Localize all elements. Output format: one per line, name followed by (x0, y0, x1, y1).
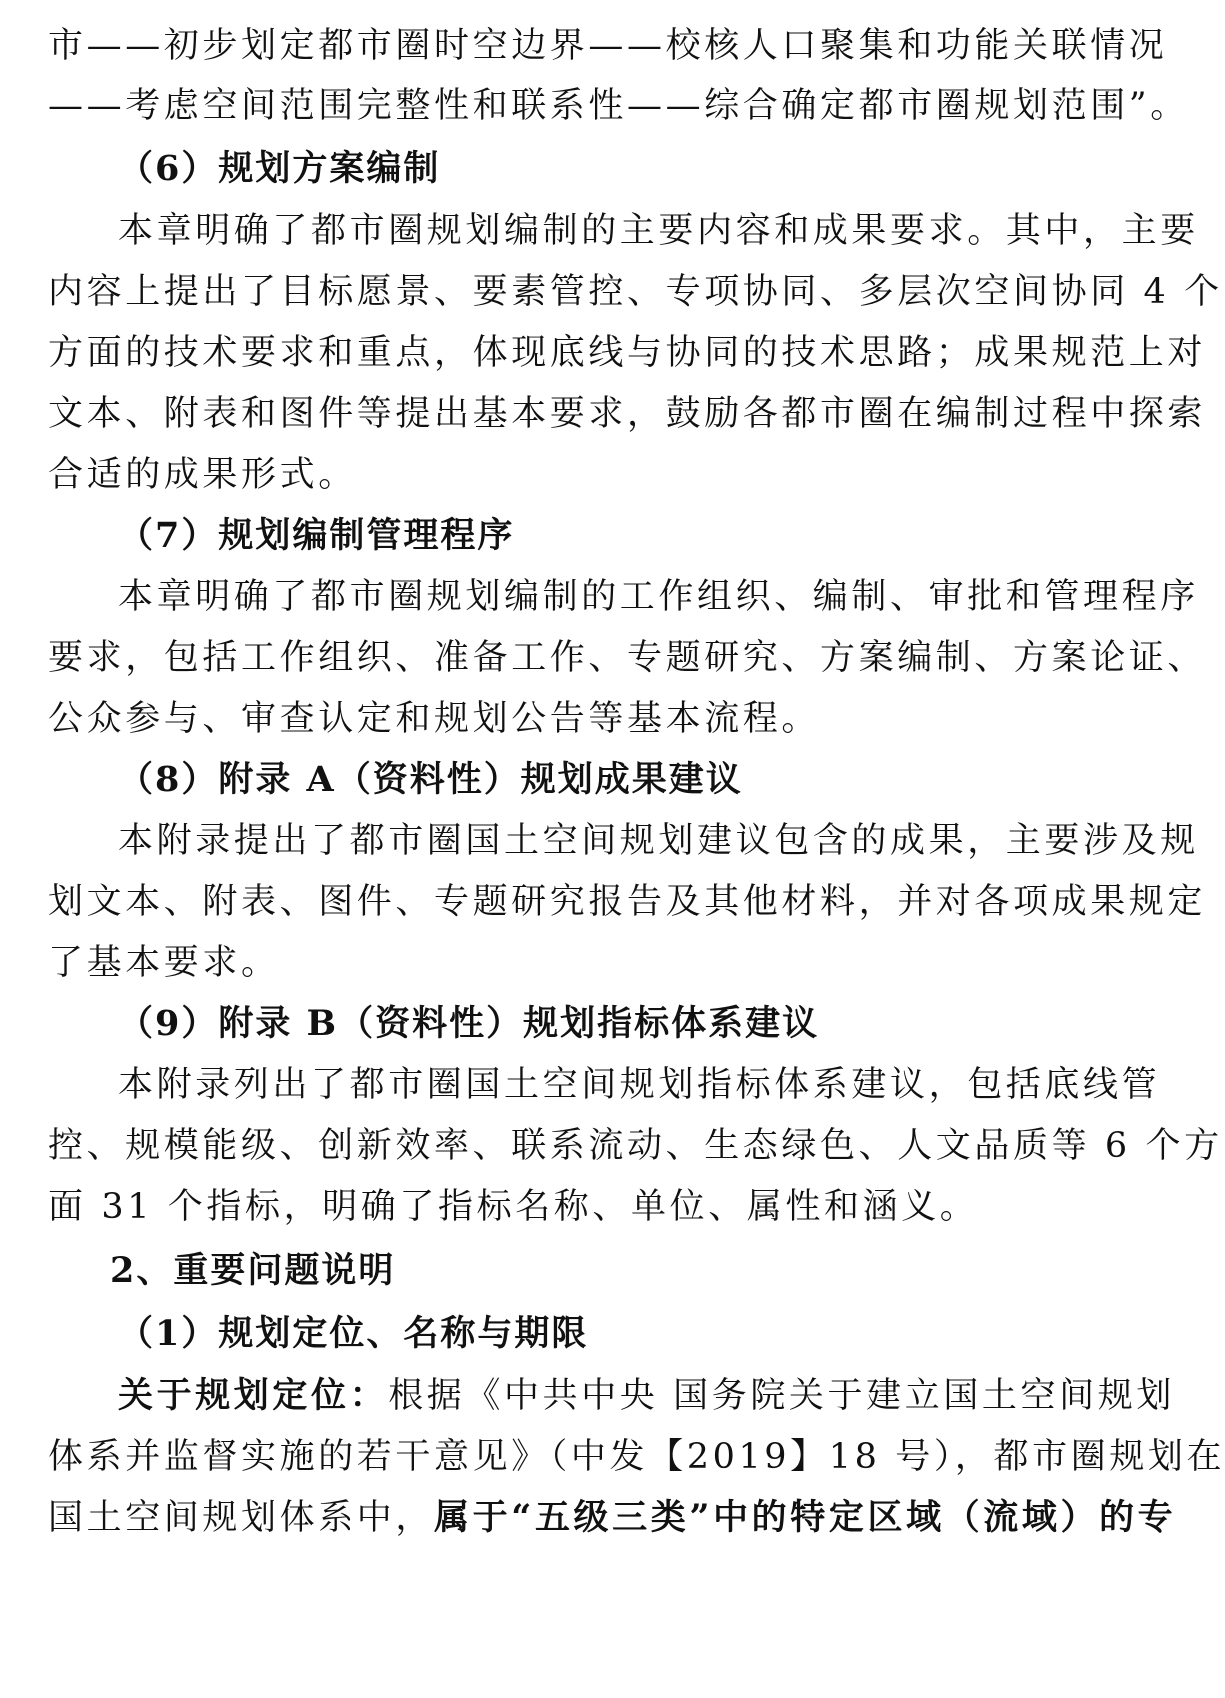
paragraph-line: 本附录列出了都市圈国土空间规划指标体系建议，包括底线管 (118, 1065, 1161, 1105)
paragraph-line: 要求，包括工作组织、准备工作、专题研究、方案编制、方案论证、 (48, 638, 1207, 678)
paragraph-line: ——考虑空间范围完整性和联系性——综合确定都市圈规划范围”。 (48, 86, 1189, 126)
paragraph-line: 本章明确了都市圈规划编制的工作组织、编制、审批和管理程序 (118, 577, 1199, 617)
section-heading-8: （8）附录 A（资料性）规划成果建议 (118, 759, 743, 800)
paragraph-line: 划文本、附表、图件、专题研究报告及其他材料，并对各项成果规定 (48, 882, 1207, 922)
section-heading-6: （6）规划方案编制 (118, 148, 441, 189)
paragraph-line: 了基本要求。 (48, 943, 280, 983)
subsection-heading-1: （1）规划定位、名称与期限 (118, 1313, 589, 1354)
text-run: 国土空间规划体系中， (48, 1498, 435, 1538)
text-run: 根据《中共中央 国务院关于建立国土空间规划 (388, 1376, 1175, 1416)
paragraph-line: 文本、附表和图件等提出基本要求，鼓励各都市圈在编制过程中探索 (48, 394, 1207, 434)
paragraph-line: 本附录提出了都市圈国土空间规划建议包含的成果，主要涉及规 (118, 821, 1199, 861)
paragraph-line: 内容上提出了目标愿景、要素管控、专项协同、多层次空间协同 4 个 (48, 272, 1223, 312)
paragraph-line: 体系并监督实施的若干意见》（中发【2019】18 号），都市圈规划在 (48, 1437, 1225, 1477)
section-heading-7: （7）规划编制管理程序 (118, 515, 515, 556)
paragraph-line: 控、规模能级、创新效率、联系流动、生态绿色、人文品质等 6 个方 (48, 1126, 1223, 1166)
bold-run: 属于“五级三类”中的特定区域（流域）的专 (434, 1497, 1177, 1538)
paragraph-line (48, 1494, 1177, 1542)
section-heading-9: （9）附录 B（资料性）规划指标体系建议 (118, 1003, 820, 1044)
paragraph-line: 面 31 个指标，明确了指标名称、单位、属性和涵义。 (48, 1187, 979, 1227)
paragraph-line: 方面的技术要求和重点，体现底线与协同的技术思路；成果规范上对 (48, 333, 1207, 373)
section-heading-2: 2、重要问题说明 (110, 1250, 396, 1291)
paragraph-line: 本章明确了都市圈规划编制的主要内容和成果要求。其中，主要 (118, 211, 1199, 251)
bold-lead: 关于规划定位： (118, 1375, 389, 1416)
paragraph-line: 合适的成果形式。 (48, 455, 357, 495)
paragraph-line: 公众参与、审查认定和规划公告等基本流程。 (48, 699, 821, 739)
paragraph-line: 市——初步划定都市圈时空边界——校核人口聚集和功能关联情况 (48, 26, 1168, 66)
paragraph-line (48, 1372, 1175, 1420)
